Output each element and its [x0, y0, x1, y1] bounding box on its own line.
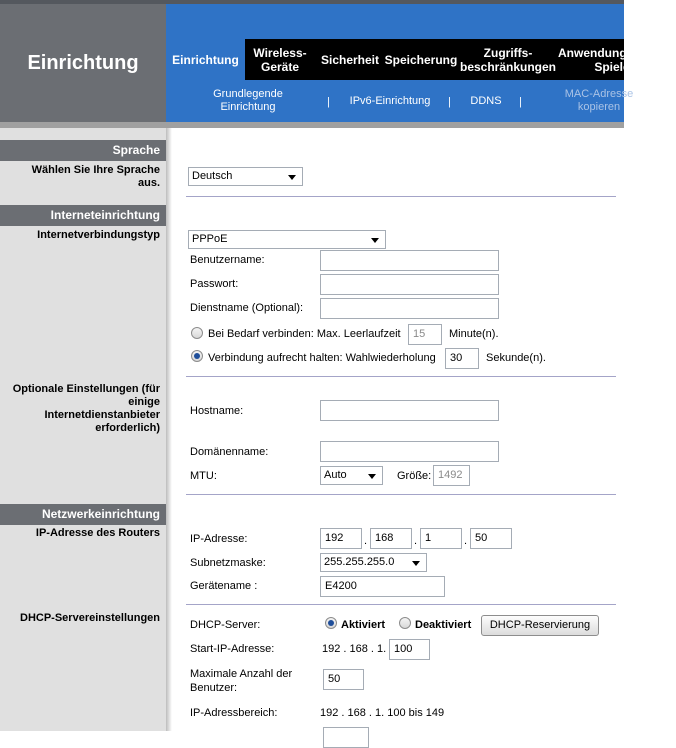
- start-ip-input[interactable]: 100: [389, 639, 430, 660]
- ip-octet-1-input[interactable]: 192: [320, 528, 362, 549]
- page-title: Einrichtung: [0, 4, 166, 122]
- ip-octet-3-input[interactable]: 1: [420, 528, 462, 549]
- ip-dot: .: [364, 535, 368, 547]
- connection-type-label: Internetverbindungstyp: [37, 229, 160, 241]
- column-shadow: [166, 128, 172, 731]
- ip-octet-2-input[interactable]: 168: [370, 528, 412, 549]
- hostname-input[interactable]: [320, 400, 499, 421]
- domain-name-label: Domänenname:: [190, 446, 269, 458]
- dhcp-enabled-label: Aktiviert: [341, 619, 386, 631]
- subtab-separator: |: [448, 96, 451, 108]
- domain-name-input[interactable]: [320, 441, 499, 462]
- ip-dot: .: [414, 535, 418, 547]
- max-users-label: Maximale Anzahl der Benutzer:: [190, 668, 293, 694]
- optional-settings-label: Optionale Einstellungen (für einige Internetdienstanbieter erforderlich): [12, 383, 160, 434]
- idle-time-unit: Minute(n).: [449, 328, 499, 340]
- tab-sicherheit[interactable]: Sicherheit: [320, 52, 380, 67]
- chevron-down-icon: [368, 474, 376, 479]
- username-input[interactable]: [320, 250, 499, 271]
- dhcp-disabled-label: Deaktiviert: [415, 619, 472, 631]
- mtu-select[interactable]: [320, 466, 383, 485]
- tab-zugriffsbeschraenkungen[interactable]: Zugriffs- beschränkungen: [459, 45, 557, 74]
- tab-einrichtung[interactable]: Einrichtung: [166, 39, 245, 80]
- language-value: Deutsch: [192, 170, 233, 182]
- ip-address-label: IP-Adresse:: [190, 533, 248, 545]
- dhcp-disabled-radio[interactable]: [399, 617, 411, 629]
- ip-dot: .: [464, 535, 468, 547]
- connection-type-value: PPPoE: [192, 233, 228, 245]
- chevron-down-icon: [371, 238, 379, 243]
- service-name-input[interactable]: [320, 298, 499, 319]
- keep-alive-radio[interactable]: [191, 350, 203, 362]
- separator-line: [186, 376, 616, 377]
- subnet-mask-value: 255.255.255.0: [324, 556, 395, 568]
- ip-range-label: IP-Adressbereich:: [190, 707, 278, 719]
- header-band: [166, 4, 624, 39]
- device-name-label: Gerätename :: [190, 580, 258, 592]
- mtu-value: Auto: [324, 469, 347, 481]
- dhcp-server-label: DHCP-Server:: [190, 619, 261, 631]
- password-input[interactable]: [320, 274, 499, 295]
- language-label: Wählen Sie Ihre Sprache aus.: [31, 164, 160, 189]
- section-netzwerkeinrichtung: Netzwerkeinrichtung: [0, 504, 166, 525]
- idle-time-input[interactable]: 15: [408, 324, 442, 345]
- redial-period-input[interactable]: 30: [445, 348, 479, 369]
- password-label: Passwort:: [190, 278, 239, 290]
- redial-unit: Sekunde(n).: [486, 352, 546, 364]
- subtab-ipv6[interactable]: IPv6-Einrichtung: [349, 95, 431, 107]
- tab-speicherung[interactable]: Speicherung: [384, 52, 458, 67]
- mtu-size-label: Größe:: [397, 470, 432, 482]
- mtu-label: MTU:: [190, 470, 217, 482]
- connect-on-demand-label: Bei Bedarf verbinden: Max. Leerlaufzeit: [208, 328, 401, 340]
- chevron-down-icon: [412, 561, 420, 566]
- dhcp-settings-label: DHCP-Servereinstellungen: [20, 612, 160, 624]
- connection-type-select[interactable]: [188, 230, 386, 249]
- main-tabs: [166, 39, 666, 80]
- start-ip-label: Start-IP-Adresse:: [190, 643, 275, 655]
- mtu-size-input[interactable]: 1492: [433, 465, 470, 486]
- tab-wireless[interactable]: Wireless- Geräte: [253, 45, 307, 74]
- username-label: Benutzername:: [190, 254, 265, 266]
- separator-line: [186, 196, 616, 197]
- chevron-down-icon: [288, 175, 296, 180]
- router-ip-label: IP-Adresse des Routers: [35, 527, 160, 539]
- separator-line: [186, 494, 616, 495]
- hostname-label: Hostname:: [190, 405, 244, 417]
- dhcp-reservation-button[interactable]: DHCP-Reservierung: [481, 615, 599, 636]
- device-name-input[interactable]: E4200: [320, 576, 445, 597]
- subtab-mac-kopieren[interactable]: MAC-Adresse kopieren: [564, 88, 634, 113]
- client-lease-input[interactable]: [323, 727, 369, 748]
- ip-range-value: 192 . 168 . 1. 100 bis 149: [320, 707, 445, 719]
- service-name-label: Dienstname (Optional):: [190, 302, 304, 314]
- ip-octet-4-input[interactable]: 50: [470, 528, 512, 549]
- section-sprache: Sprache: [0, 140, 166, 161]
- keep-alive-label: Verbindung aufrecht halten: Wahlwiederholung: [208, 352, 436, 364]
- subtab-separator: |: [519, 96, 522, 108]
- subnet-mask-select[interactable]: [320, 553, 427, 572]
- subtab-grundlegende-einrichtung[interactable]: Grundlegende Einrichtung: [213, 88, 283, 113]
- separator-line: [186, 604, 616, 605]
- subtab-ddns[interactable]: DDNS: [470, 95, 502, 107]
- tab-anwendungen[interactable]: Anwendungen und Spiele: [558, 45, 666, 74]
- dhcp-enabled-radio[interactable]: [325, 617, 337, 629]
- subtab-separator: |: [327, 96, 330, 108]
- start-ip-prefix: 192 . 168 . 1.: [322, 643, 387, 655]
- connect-on-demand-radio[interactable]: [191, 327, 203, 339]
- language-select[interactable]: [188, 167, 303, 186]
- section-interneteinrichtung: Interneteinrichtung: [0, 205, 166, 226]
- subnet-mask-label: Subnetzmaske:: [190, 557, 266, 569]
- max-users-input[interactable]: 50: [323, 669, 364, 690]
